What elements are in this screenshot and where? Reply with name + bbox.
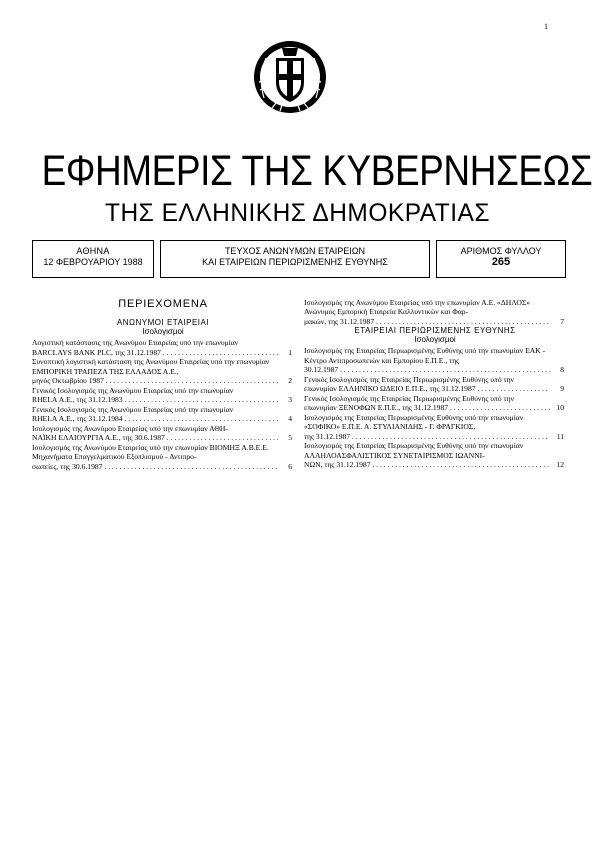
entry-text: Ισολογισμός της Ανωνύμου Εταιρείας υπό την επωνυμίαν ΑΘΗ- (32, 423, 228, 433)
contents-entry (32, 405, 294, 424)
entry-text-last-line: ΝΑΪΚΗ ΕΛΑΙΟΥΡΓΙΑ Α.Ε., της 30.6.1987 . . . (32, 433, 278, 442)
entry-text: Ισολογισμός της Ανωνύμου Εταιρείας υπό την επωνυμίαν ΒΙΟΜΗΞ Α.Β.Ε.Ε. Μηχανήματα Επαγγελματικού Εξοπλισμού - Αντιπρο- (32, 443, 269, 462)
header-date: 12 ΦΕΒΡΟΥΑΡΙΟΥ 1988 (43, 257, 143, 267)
contents-entry (304, 346, 566, 374)
entry-page-number: 3 (288, 395, 292, 405)
greek-coat-of-arms-emblem (252, 38, 328, 114)
entry-page-number: 4 (288, 414, 292, 424)
entry-text-last-line: μακών, της 31.12.1987 . . . (304, 317, 550, 326)
header-issue-box (160, 240, 430, 278)
entry-text-last-line: επωνυμίαν ΞΕΝΟΦΩΝ Ε.Π.Ε., της 31.12.1987 . . . (304, 403, 550, 412)
masthead-subtitle: ΤΗΣ ΕΛΛΗΝΙΚΗΣ ΔΗΜΟΚΡΑΤΙΑΣ (105, 199, 490, 227)
header-issue-line1: ΤΕΥΧΟΣ ΑΝΩΝΥΜΩΝ ΕΤΑΙΡΕΙΩΝ (224, 246, 366, 256)
entry-text-last-line: ΝΩΝ, της 31.12.1987 . . . (304, 460, 550, 469)
entry-text-last-line: RHELA Α.Ε., της 31.12.1984 . . . (32, 414, 278, 423)
contents-entry (32, 424, 294, 443)
header-sheet-number: 265 (491, 256, 511, 268)
page-number: 1 (544, 22, 548, 31)
entry-page-number: 7 (560, 316, 564, 326)
contents-entry (32, 357, 294, 385)
entry-text: Γενικός Ισολογισμός της Εταιρείας Περιωρισμένης Ευθύνης υπό την (304, 374, 514, 384)
entry-text: Ισολογισμός της Εταιρείας Περιωρισμένης Ευθύνης υπό την επωνυμίαν ΑΛΛΗΛΟΑΣΦΑΛΙΣΤΙΚΟΣ ΣΥΝΕΤΑΙΡΙΣΜΟΣ ΙΩΑΝΝΙ- (304, 441, 524, 460)
entry-page-number: 9 (560, 384, 564, 394)
contents-entry (32, 443, 294, 471)
contents-right-column (304, 298, 566, 470)
entry-text: Ισολογισμός της Ανωνύμου Εταιρείας υπό την επωνυμίαν Α.Ε. «ΔΗΛΟΣ» Ανώνυμος Εμπορική Εταιρεία Καλλυντικών και Φαρ- (304, 298, 531, 317)
right-entries-list (304, 346, 566, 469)
header-city: ΑΘΗΝΑ (76, 246, 110, 256)
entry-text: Γενικός Ισολογισμός της Εταιρείας Περιωρισμένης Ευθύνης υπό την (304, 393, 514, 403)
header-sheet-label: ΑΡΙΘΜΟΣ ΦΥΛΛΟΥ (460, 246, 542, 256)
entry-text-last-line: 30.12.1987 . . . (304, 365, 550, 374)
section-ltd-title: ΕΤΑΙΡΕΙΑΙ ΠΕΡΙΩΡΙΣΜΕΝΗΣ ΕΥΘΥΝΗΣ (354, 326, 516, 336)
entry-text-last-line: της 31.12.1987 . . . (304, 432, 550, 441)
entry-text-last-line: RHELA Α.Ε., της 31.12.1983 . . . (32, 395, 278, 404)
entry-text-last-line: μηνός Οκτωβρίου 1987 . . . (32, 376, 278, 385)
header-issue-line2: ΚΑΙ ΕΤΑΙΡΕΙΩΝ ΠΕΡΙΩΡΙΣΜΕΝΗΣ ΕΥΘΥΝΗΣ (202, 257, 388, 267)
entry-page-number: 6 (288, 461, 292, 471)
masthead-title: ΕΦΗΜΕΡΙΣ ΤΗΣ ΚΥΒΕΡΝΗΣΕΩΣ (41, 147, 593, 195)
entry-text: Γενικός Ισολογισμός της Ανωνύμου Εταιρείας υπό την επωνυμίαν (32, 404, 234, 414)
header-sheet-number-box (436, 240, 566, 278)
section-sa-title: ΑΝΩΝΥΜΟΙ ΕΤΑΙΡΕΙΑΙ (116, 318, 210, 328)
entry-page-number: 2 (288, 375, 292, 385)
contents-entry (32, 386, 294, 405)
contents-entry (304, 298, 566, 326)
entry-text-last-line: BARCLAYS BANK PLC, της 31.12.1987 . . . (32, 348, 278, 357)
header-date-box (32, 240, 154, 278)
entry-page-number: 10 (556, 403, 564, 413)
entry-text: Ισολογισμός της Εταιρείας Περιωρισμένης Ευθύνης υπό την επωνυμίαν «ΣΟΦΙΚΟ» Ε.Π.Ε. Α. ΣΤΥΛΙΑΝΙΔΗΣ - Γ. ΦΡΑΓΚΙΟΣ, (304, 412, 524, 432)
entry-text: Ισολογισμός της Εταιρείας Περιωρισμένης Ευθύνης υπό την επωνυμίαν ΕΑΚ - Κέντρο Αντιπροσωπειών και Εμπορίου Ε.Π.Ε., της (304, 346, 546, 365)
entry-text-last-line: σωπείες, της 30.6.1987 . . . (32, 462, 278, 471)
left-entries-list (32, 338, 294, 471)
contents-heading: ΠΕΡΙΕΧΟΜΕΝΑ (118, 298, 208, 310)
entry-page-number: 11 (556, 431, 564, 441)
contents-entry (304, 375, 566, 394)
entry-page-number: 12 (556, 459, 564, 469)
entry-text: Συνοπτική λογιστική κατάσταση της Ανωνύμου Εταιρείας υπό την επωνυμίαν ΕΜΠΟΡΙΚΗ ΤΡΑΠΕΖΑ ΤΗΣ ΕΛΛΑΔΟΣ Α.Ε., (32, 357, 270, 376)
entry-page-number: 5 (288, 433, 292, 443)
entry-page-number: 1 (288, 347, 292, 357)
contents-entry (304, 441, 566, 469)
entry-text: Γενικός Ισολογισμός της Ανωνύμου Εταιρείας υπό την επωνυμίαν (32, 385, 234, 395)
contents-left-column (32, 298, 294, 471)
entry-page-number: 8 (560, 364, 564, 374)
contents-entry (304, 394, 566, 413)
contents-entry (304, 413, 566, 441)
section-ltd-subtitle: Ισολογισμοί (414, 335, 456, 345)
section-sa-subtitle: Ισολογισμοί (142, 327, 184, 337)
contents-entry (32, 338, 294, 357)
entry-text-last-line: επωνυμίαν ΕΛΛΗΝΙΚΟ ΩΔΕΙΟ Ε.Π.Ε., της 31.12.1987 . . . (304, 384, 550, 393)
entry-text: Λογιστική κατάστασις της Ανωνύμου Εταιρείας υπό την επωνυμίαν (32, 338, 239, 348)
right-top-entries-list (304, 298, 566, 326)
